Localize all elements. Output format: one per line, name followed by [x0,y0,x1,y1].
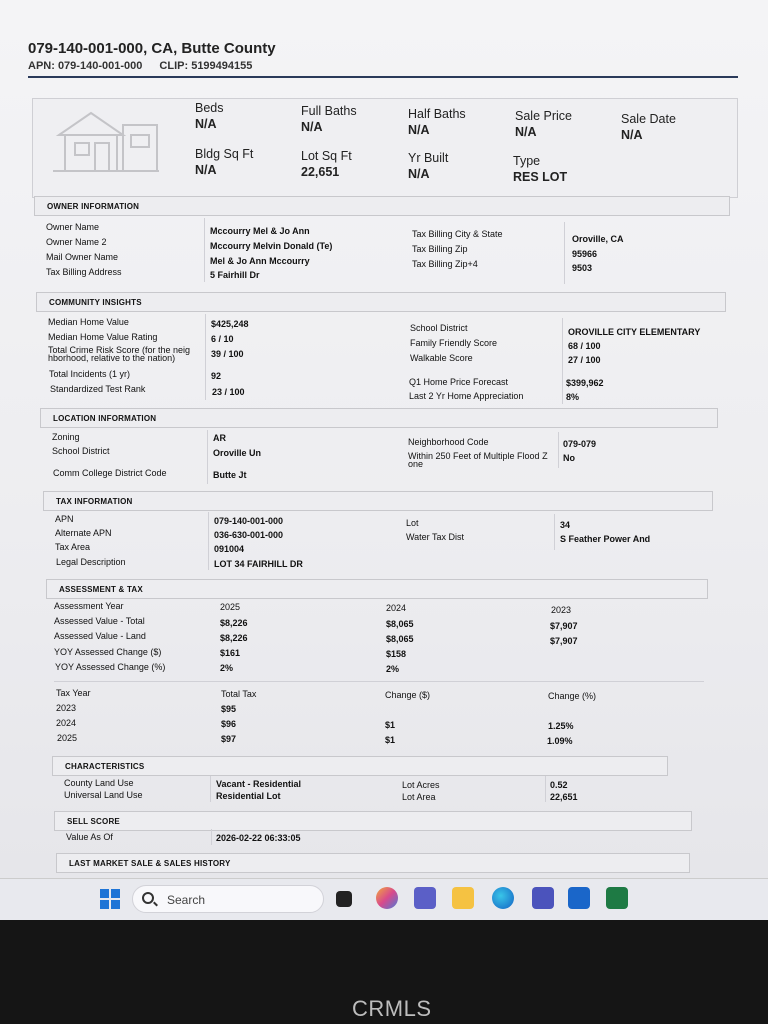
assessment-year-2025: 2025 [220,602,241,612]
characteristics-divider [210,776,211,802]
billing-city-label: Tax Billing City & State [412,229,503,239]
crime-score-label [48,346,190,362]
water-tax-value: S Feather Power And [560,534,651,544]
total-tax-header: Total Tax [221,689,257,699]
clip-text: CLIP: 5199494155 [159,60,253,72]
assessment-year-label: Assessment Year [54,601,124,611]
av-total-2024: $8,065 [386,619,414,629]
school-district-label: School District [410,323,468,333]
total-incidents-label: Total Incidents (1 yr) [49,369,131,379]
tax-row-3-year: 2025 [57,733,78,743]
apn-label: APN [55,514,74,524]
tax-row-1-year: 2023 [56,703,77,713]
billing-city-value: Oroville, CA [572,234,624,244]
lot-sqft-cell [301,149,352,179]
tax-divider-2 [554,514,555,550]
tax-divider [208,512,209,570]
half-baths-cell [408,107,466,137]
yoy-pct-2024: 2% [386,664,400,674]
tax-row-3-change: $1 [385,735,396,745]
sale-price-label: Sale Price [515,109,572,123]
location-section-header: LOCATION INFORMATION [40,408,718,428]
yr-built-cell [408,151,448,181]
change-pct-header: Change (%) [548,691,597,701]
community-divider [205,314,206,400]
owner-name2-value: Mccourry Melvin Donald (Te) [210,241,333,251]
tax-row-3-pct: 1.09% [547,736,573,746]
tax-row-1-total: $95 [221,704,237,714]
av-land-2025: $8,226 [220,633,248,643]
location-divider [207,430,208,484]
billing-address-label: Tax Billing Address [46,267,122,277]
college-district-value: Butte Jt [213,470,247,480]
yoy-dollar-2024: $158 [386,649,407,659]
test-rank-label: Standardized Test Rank [50,384,146,394]
bldg-sqft-label: Bldg Sq Ft [195,147,254,161]
owner-name-label: Owner Name [46,222,100,232]
av-land-label: Assessed Value - Land [54,631,146,641]
bldg-sqft-value: N/A [195,163,217,177]
mail-owner-value: Mel & Jo Ann Mccourry [210,256,310,266]
lot-sqft-value: 22,651 [301,165,340,179]
flood-zone-label-2: one [408,459,424,469]
tax-row-2-total: $96 [221,719,237,729]
county-land-use-label: County Land Use [64,778,134,788]
universal-land-use-label: Universal Land Use [64,790,143,800]
loc-school-district-label: School District [52,446,110,456]
file-explorer-icon[interactable] [452,887,474,909]
alt-apn-label: Alternate APN [55,528,112,538]
assessment-year-2024: 2024 [386,603,407,613]
page-title: 079-140-001-000, CA, Butte County [28,40,276,57]
billing-zip-value: 95966 [572,249,598,259]
owner-name2-label: Owner Name 2 [46,237,107,247]
lot-area-label: Lot Area [402,792,436,802]
neighborhood-code-value: 079-079 [563,439,597,449]
outlook-icon[interactable] [568,887,590,909]
water-tax-label: Water Tax Dist [406,532,465,542]
median-home-value-label: Median Home Value [48,317,129,327]
edge-icon[interactable] [492,887,514,909]
owner-name-value: Mccourry Mel & Jo Ann [210,226,310,236]
lot-acres-label: Lot Acres [402,780,440,790]
tax-section-header: TAX INFORMATION [43,491,713,511]
excel-icon[interactable] [606,887,628,909]
crime-score-label-1: Total Crime Risk Score (for the neig [48,345,191,355]
legal-desc-value: LOT 34 FAIRHILL DR [214,559,303,569]
crime-score-value: 39 / 100 [211,349,244,359]
yr-built-label: Yr Built [408,151,449,165]
billing-address-value: 5 Fairhill Dr [210,270,260,280]
family-score-label: Family Friendly Score [410,338,498,348]
billing-zip-label: Tax Billing Zip [412,244,468,254]
av-total-2023: $7,907 [550,621,578,631]
owner-section-header: OWNER INFORMATION [34,196,730,216]
school-district-value: OROVILLE CITY ELEMENTARY [568,327,701,337]
community-divider-2 [562,318,563,404]
sale-date-label: Sale Date [621,112,676,126]
av-land-2024: $8,065 [386,634,414,644]
loc-school-district-value: Oroville Un [213,448,262,458]
family-score-value: 68 / 100 [568,341,601,351]
bldg-sqft-cell [195,147,253,177]
characteristics-divider-2 [545,776,546,802]
beds-value: N/A [195,117,217,131]
tax-row-2-change: $1 [385,720,396,730]
lot-sqft-label: Lot Sq Ft [301,149,352,163]
copilot-icon[interactable] [376,887,398,909]
search-icon [142,892,154,904]
billing-zip4-value: 9503 [572,263,593,273]
teams-work-icon[interactable] [532,887,554,909]
price-forecast-label: Q1 Home Price Forecast [409,377,509,387]
tax-year-header: Tax Year [56,688,91,698]
teams-icon[interactable] [414,887,436,909]
task-view-icon[interactable] [336,891,352,907]
sale-date-cell [621,112,676,142]
crime-score-label-2: hborhood, relative to the nation) [48,353,176,363]
county-land-use-value: Vacant - Residential [216,779,302,789]
universal-land-use-value: Residential Lot [216,791,281,801]
half-baths-value: N/A [408,123,430,137]
billing-zip4-label: Tax Billing Zip+4 [412,259,478,269]
taskbar-search[interactable]: Search [132,885,324,913]
median-rating-label: Median Home Value Rating [48,332,158,342]
legal-desc-label: Legal Description [56,557,126,567]
walkable-score-label: Walkable Score [410,353,473,363]
type-value: RES LOT [513,170,568,184]
change-dollar-header: Change ($) [385,690,431,700]
college-district-label: Comm College District Code [53,468,167,478]
windows-start-icon[interactable] [100,889,120,909]
apn-value: 079-140-001-000 [214,516,284,526]
flood-zone-label-1: Within 250 Feet of Multiple Flood Z [408,451,548,461]
owner-divider [204,218,205,282]
page-subtitle [28,60,266,72]
full-baths-label: Full Baths [301,104,357,118]
yoy-dollar-label: YOY Assessed Change ($) [54,647,162,657]
type-label: Type [513,154,541,168]
value-as-of-value: 2026-02-22 06:33:05 [216,833,301,843]
yr-built-value: N/A [408,167,430,181]
median-home-value: $425,248 [211,319,249,329]
lot-acres-value: 0.52 [550,780,568,790]
lot-label: Lot [406,518,419,528]
sale-price-cell [515,109,572,139]
half-baths-label: Half Baths [408,107,466,121]
type-cell [513,154,567,184]
sale-price-value: N/A [515,125,537,139]
alt-apn-value: 036-630-001-000 [214,530,284,540]
beds-label: Beds [195,101,224,115]
beds-cell [195,101,224,131]
zoning-label: Zoning [52,432,80,442]
flood-zone-label [408,452,548,468]
yoy-pct-label: YOY Assessed Change (%) [55,662,166,672]
sell-score-section-header: SELL SCORE [54,811,692,831]
total-incidents-value: 92 [211,371,222,381]
sale-date-value: N/A [621,128,643,142]
lot-area-value: 22,651 [550,792,578,802]
assessment-separator [54,681,704,682]
yoy-dollar-2025: $161 [220,648,241,658]
property-summary [32,98,738,198]
lot-value: 34 [560,520,571,530]
price-forecast-value: $399,962 [566,378,604,388]
zoning-value: AR [213,433,226,443]
watermark: CRMLS [352,996,432,1021]
assessment-section-header: ASSESSMENT & TAX [46,579,708,599]
appreciation-label: Last 2 Yr Home Appreciation [409,391,524,401]
header-divider [28,76,738,78]
test-rank-value: 23 / 100 [212,387,245,397]
community-section-header: COMMUNITY INSIGHTS [36,292,726,312]
assessment-year-2023: 2023 [551,605,572,615]
sell-score-divider [211,829,212,845]
flood-zone-value: No [563,453,575,463]
value-as-of-label: Value As Of [66,832,113,842]
tax-row-2-pct: 1.25% [548,721,574,731]
appreciation-value: 8% [566,392,580,402]
house-icon [51,107,161,175]
full-baths-cell [301,104,357,134]
owner-divider-2 [564,222,565,284]
tax-area-value: 091004 [214,544,245,554]
tax-row-3-total: $97 [221,734,237,744]
yoy-pct-2025: 2% [220,663,234,673]
characteristics-section-header: CHARACTERISTICS [52,756,668,776]
neighborhood-code-label: Neighborhood Code [408,437,489,447]
tax-area-label: Tax Area [55,542,91,552]
apn-text: APN: 079-140-001-000 [28,60,143,72]
mail-owner-label: Mail Owner Name [46,252,119,262]
tax-row-2-year: 2024 [56,718,77,728]
av-total-label: Assessed Value - Total [54,616,145,626]
location-divider-2 [558,432,559,468]
median-rating-value: 6 / 10 [211,334,234,344]
av-land-2023: $7,907 [550,636,578,646]
walkable-score-value: 27 / 100 [568,355,601,365]
full-baths-value: N/A [301,120,323,134]
last-market-section-header: LAST MARKET SALE & SALES HISTORY [56,853,690,873]
av-total-2025: $8,226 [220,618,248,628]
